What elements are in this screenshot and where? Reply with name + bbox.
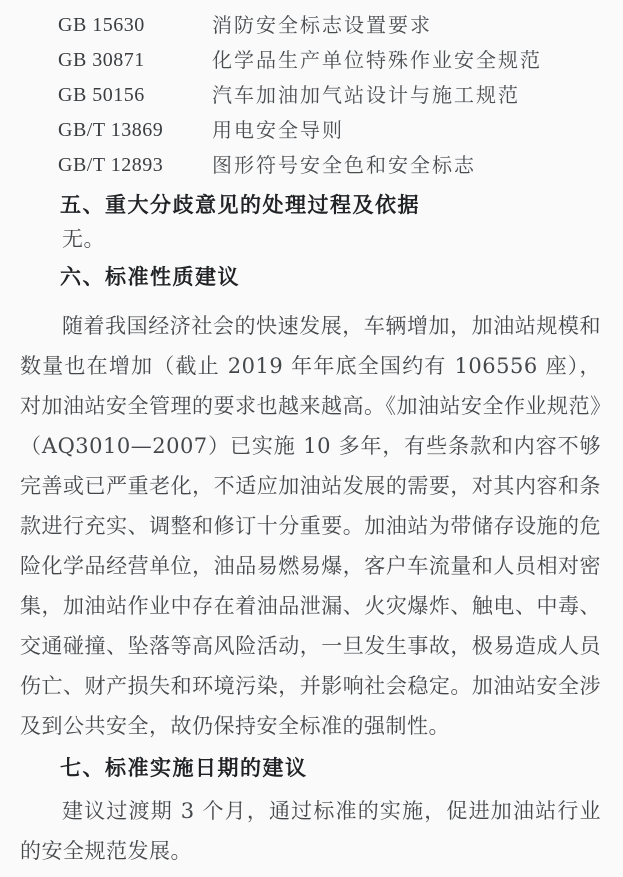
- reference-row: [20, 113, 601, 148]
- reference-code: GB/T 13869: [58, 119, 164, 141]
- reference-row: [20, 43, 601, 78]
- reference-code: GB 15630: [58, 14, 145, 36]
- reference-row: [20, 78, 601, 113]
- reference-code: GB 30871: [58, 49, 145, 71]
- reference-title: 图形符号安全色和安全标志: [212, 153, 476, 177]
- section-6-heading: 六、标准性质建议: [60, 265, 240, 289]
- section-5-heading: 五、重大分歧意见的处理过程及依据: [60, 193, 420, 217]
- section-7-paragraph: 建议过渡期 3 个月，通过标准的实施，促进加油站行业的安全规范发展。: [20, 799, 601, 863]
- reference-title: 用电安全导则: [212, 118, 344, 142]
- reference-standards-list: [20, 8, 601, 183]
- reference-row: [20, 8, 601, 43]
- section-7-heading: 七、标准实施日期的建议: [60, 756, 308, 780]
- reference-code: GB/T 12893: [58, 154, 164, 176]
- reference-title: 汽车加油加气站设计与施工规范: [212, 83, 520, 107]
- reference-title: 消防安全标志设置要求: [212, 13, 432, 37]
- section-6-paragraph: 随着我国经济社会的快速发展，车辆增加，加油站规模和数量也在增加（截止 2019 年年底全国约有 106556 座），对加油站安全管理的要求也越来越高。《加油站安全作业规范》（AQ3010—2007）已实施 10 多年，有些条款和内容不够完善或已严重老化，不适应加油站发展的需要，对其内容和条款进行充实、调整和修订十分重要。加油站为带储存设施的危险化学品经营单位，油品易燃易爆，客户车流量和人员相对密集，加油站作业中存在着油品泄漏、火灾爆炸、触电、中毒、交通碰撞、坠落等高风险活动，一旦发生事故，极易造成人员伤亡、财产损失和环境污染，并影响社会稳定。加油站安全涉及到公共安全，故仍保持安全标准的强制性。: [20, 314, 601, 738]
- reference-code: GB 50156: [58, 84, 145, 106]
- reference-title: 化学品生产单位特殊作业安全规范: [212, 48, 542, 72]
- section-5-body: 无。: [62, 227, 105, 251]
- reference-row: [20, 148, 601, 183]
